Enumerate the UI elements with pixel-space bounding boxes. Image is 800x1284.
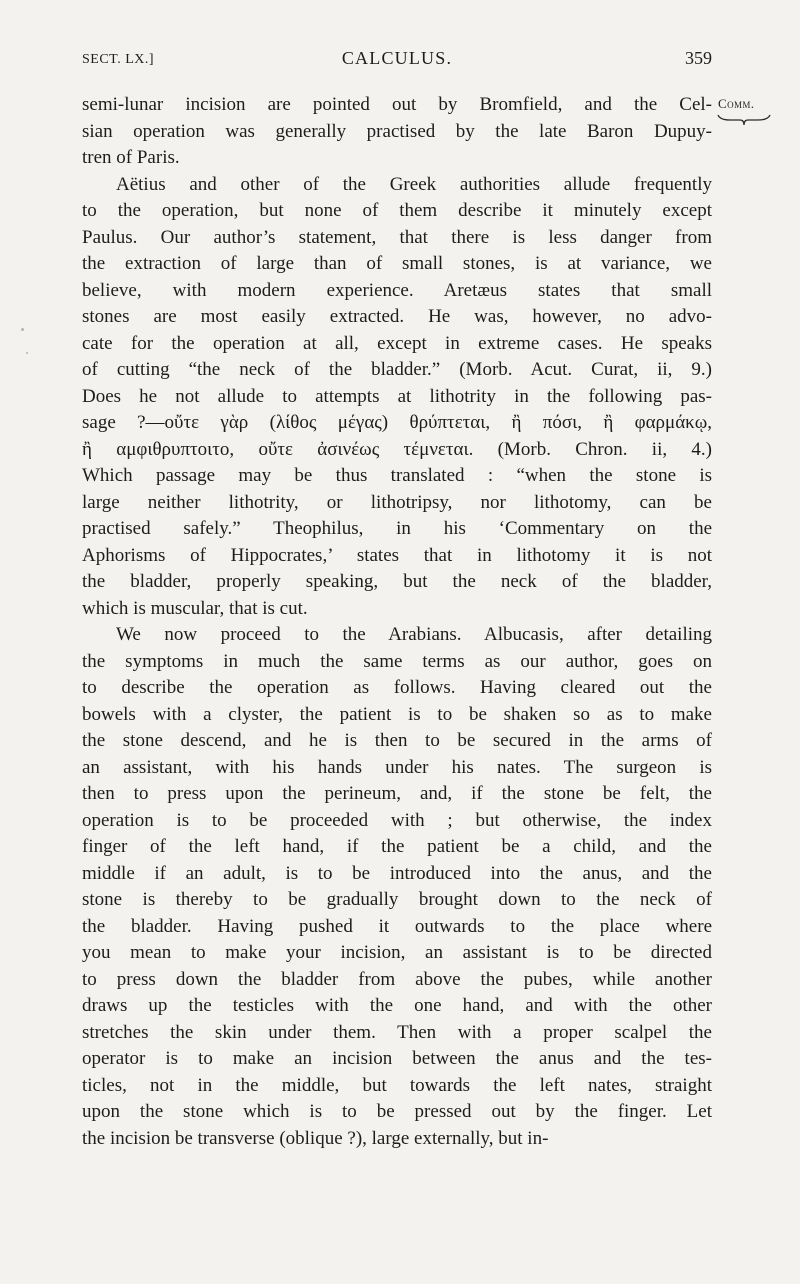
- text-line: to press down the bladder from above the pubes, while another: [82, 968, 712, 990]
- text-line: Which passage may be thus translated : “when the stone is: [82, 465, 712, 486]
- text-line: upon the stone which is to be pressed out by the finger. Let: [82, 1101, 712, 1122]
- text-line: the incision be transverse (oblique ?), large externally, but in-: [82, 1127, 549, 1149]
- text-line: stones are most easily extracted. He was, however, no advo-: [82, 306, 712, 327]
- text-line: you mean to make your incision, an assistant is to be directed: [82, 942, 712, 963]
- text-line: ticles, not in the middle, but towards the left nates, straight: [82, 1074, 712, 1096]
- text-line: finger of the left hand, if the patient be a child, and the: [82, 836, 712, 857]
- text-line: operator is to make an incision between the anus and the tes-: [82, 1048, 712, 1069]
- margin-note: Comm.: [718, 96, 755, 111]
- text-line: then to press upon the perineum, and, if the stone be felt, the: [82, 783, 712, 804]
- text-line: Aëtius and other of the Greek authorities allude frequently: [116, 173, 712, 195]
- text-line: draws up the testicles with the one hand, and with the other: [82, 995, 712, 1016]
- paper-speck: [26, 352, 28, 354]
- text-line: Aphorisms of Hippocrates,’ states that in lithotomy it is not: [82, 544, 712, 566]
- paper-speck: [21, 328, 24, 331]
- text-line: cate for the operation at all, except in extreme cases. He speaks: [82, 332, 712, 354]
- section-label: SECT. LX.]: [82, 52, 155, 67]
- text-line: which is muscular, that is cut.: [82, 597, 308, 619]
- text-line: the extraction of large than of small stones, is at variance, we: [82, 253, 712, 274]
- text-line: the bladder. Having pushed it outwards to the place where: [82, 915, 712, 937]
- text-line: of cutting “the neck of the bladder.” (Morb. Acut. Curat, ii, 9.): [82, 359, 712, 380]
- text-line: bowels with a clyster, the patient is to be shaken so as to make: [82, 703, 712, 725]
- text-line: sage ?—οὔτε γὰρ (λίθος μέγας) θρύπτεται, ἢ πόσι, ἢ φαρμάκῳ,: [82, 412, 712, 433]
- text-line: middle if an adult, is to be introduced into the anus, and the: [82, 862, 712, 884]
- text-line: tren of Paris.: [82, 147, 180, 168]
- text-line: the symptoms in much the same terms as our author, goes on: [82, 650, 712, 672]
- paragraph: [82, 92, 712, 172]
- chapter-title: CALCULUS.: [341, 48, 453, 68]
- text-line: stretches the skin under them. Then with a proper scalpel the: [82, 1021, 712, 1043]
- text-line: an assistant, with his hands under his nates. The surgeon is: [82, 756, 712, 778]
- text-line: Paulus. Our author’s statement, that there is less danger from: [82, 226, 712, 248]
- text-line: stone is thereby to be gradually brought down to the neck of: [82, 889, 712, 910]
- text-line: large neither lithotrity, or lithotripsy, nor lithotomy, can be: [82, 491, 712, 513]
- text-line: the bladder, properly speaking, but the neck of the bladder,: [82, 571, 712, 592]
- text-line: ἢ αμφιθρυπτοιτο, οὔτε ἀσινέως τέμνεται. (Morb. Chron. ii, 4.): [82, 438, 712, 460]
- text-line: Does he not allude to attempts at lithotrity in the following pas-: [82, 385, 712, 407]
- text-line: sian operation was generally practised by the late Baron Dupuy-: [82, 120, 712, 142]
- text-line: operation is to be proceeded with ; but otherwise, the index: [82, 809, 712, 831]
- text-line: believe, with modern experience. Aretæus states that small: [82, 279, 712, 301]
- paragraph: [82, 172, 712, 623]
- paragraph: [82, 622, 712, 1152]
- text-line: the stone descend, and he is then to be secured in the arms of: [82, 730, 712, 751]
- text-line: to the operation, but none of them describe it minutely except: [82, 200, 712, 221]
- text-line: We now proceed to the Arabians. Albucasis, after detailing: [116, 624, 712, 645]
- text-line: semi-lunar incision are pointed out by Bromfield, and the Cel-: [82, 94, 712, 115]
- text-line: to describe the operation as follows. Having cleared out the: [82, 677, 712, 698]
- text-line: practised safely.” Theophilus, in his ‘Commentary on the: [82, 518, 712, 539]
- body-text: [82, 92, 712, 1152]
- margin-brace-icon: [716, 112, 772, 128]
- page-number: 359: [685, 48, 712, 68]
- running-header: [82, 48, 712, 72]
